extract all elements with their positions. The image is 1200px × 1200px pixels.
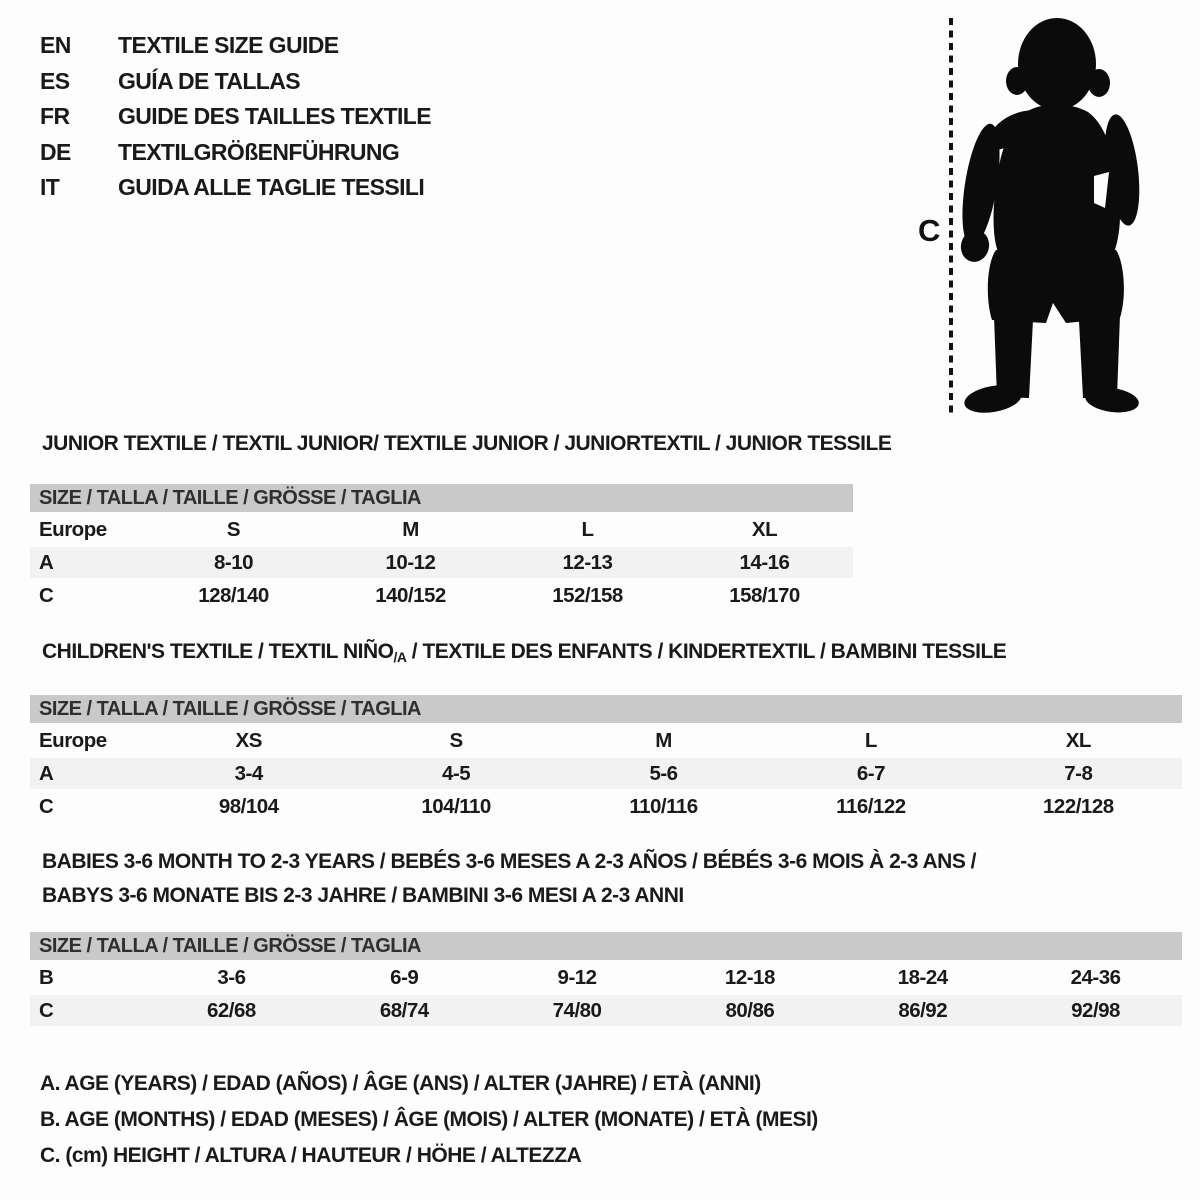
row-label: A — [39, 761, 54, 785]
cell: 86/92 — [898, 998, 948, 1022]
cell: 12-13 — [562, 550, 613, 574]
cell: 12-18 — [724, 965, 775, 989]
measure-label-c: C — [918, 213, 941, 248]
row-label: B — [39, 965, 54, 989]
cell: 7-8 — [1064, 761, 1093, 785]
language-code: IT — [40, 174, 60, 201]
language-code: EN — [40, 32, 71, 59]
language-row — [40, 99, 431, 135]
cell: 80/86 — [725, 998, 775, 1022]
cell: 10-12 — [385, 550, 436, 574]
cell: 128/140 — [198, 583, 269, 607]
title-line: BABYS 3-6 MONATE BIS 2-3 JAHRE / BAMBINI 3-6 MESI A 2-3 ANNI — [42, 884, 684, 907]
cell: 140/152 — [375, 583, 446, 607]
babies-textile-section — [30, 845, 1182, 1026]
table-row — [30, 995, 1182, 1026]
cell: 62/68 — [207, 998, 256, 1022]
table-row — [30, 758, 1182, 789]
cell: M — [655, 728, 672, 752]
cell: 92/98 — [1071, 998, 1120, 1022]
legend-line-a: A. AGE (YEARS) / EDAD (AÑOS) / ÂGE (ANS) / ALTER (JAHRE) / ETÀ (ANNI) — [40, 1072, 761, 1095]
cell: 4-5 — [442, 761, 471, 785]
cell: M — [402, 517, 419, 541]
children-textile-section — [30, 640, 1182, 822]
language-row — [40, 64, 431, 100]
cell: 74/80 — [552, 998, 602, 1022]
cell: S — [226, 517, 241, 541]
language-title: GUIDE DES TAILLES TEXTILE — [118, 103, 431, 130]
table-row — [30, 725, 1182, 756]
cell: 3-6 — [217, 965, 246, 989]
row-label: C — [39, 794, 54, 818]
toddler-silhouette-icon — [890, 0, 1160, 430]
cell: 98/104 — [218, 794, 279, 818]
table-row — [30, 791, 1182, 822]
cell: 8-10 — [213, 550, 254, 574]
cell: 158/170 — [729, 583, 800, 607]
language-title: TEXTILGRÖßENFÜHRUNG — [118, 138, 400, 165]
table-row — [30, 962, 1182, 993]
language-row — [40, 135, 431, 171]
language-title: GUÍA DE TALLAS — [118, 67, 300, 94]
toddler-silhouette — [955, 18, 1144, 417]
language-title: TEXTILE SIZE GUIDE — [118, 32, 339, 59]
cell: 18-24 — [897, 965, 948, 989]
row-label: Europe — [39, 517, 107, 541]
measure-legend — [40, 1066, 818, 1174]
cell: 152/158 — [552, 583, 623, 607]
cell: 104/110 — [421, 794, 491, 818]
junior-section-title: JUNIOR TEXTILE / TEXTIL JUNIOR/ TEXTILE JUNIOR / JUNIORTEXTIL / JUNIOR TESSILE — [42, 432, 892, 455]
cell: 24-36 — [1070, 965, 1121, 989]
legend-line-c: C. (cm) HEIGHT / ALTURA / HAUTEUR / HÖHE / ALTEZZA — [40, 1144, 582, 1167]
title-part: CHILDREN'S TEXTILE / TEXTIL NIÑO — [42, 640, 394, 663]
cell: 68/74 — [379, 998, 429, 1022]
cell: 122/128 — [1043, 794, 1114, 818]
row-label: C — [39, 583, 54, 607]
table-row — [30, 580, 853, 611]
children-size-header: SIZE / TALLA / TAILLE / GRÖSSE / TAGLIA — [30, 695, 1182, 723]
children-section-title — [42, 640, 1182, 669]
cell: L — [864, 728, 877, 752]
cell: XL — [1065, 728, 1091, 752]
cell: 5-6 — [649, 761, 678, 785]
row-label: Europe — [39, 728, 107, 752]
language-title: GUIDA ALLE TAGLIE TESSILI — [118, 174, 425, 201]
language-title-list — [40, 28, 431, 206]
height-measure-figure — [890, 0, 1160, 430]
language-row — [40, 28, 431, 64]
table-row — [30, 514, 853, 545]
title-line: BABIES 3-6 MONTH TO 2-3 YEARS / BEBÉS 3-6 MESES A 2-3 AÑOS / BÉBÉS 3-6 MOIS À 2-3 ANS / — [42, 850, 977, 873]
table-row — [30, 547, 853, 578]
language-code: FR — [40, 103, 70, 130]
legend-line-b: B. AGE (MONTHS) / EDAD (MESES) / ÂGE (MOIS) / ALTER (MONATE) / ETÀ (MESI) — [40, 1108, 818, 1131]
cell: XL — [751, 517, 778, 541]
babies-size-header: SIZE / TALLA / TAILLE / GRÖSSE / TAGLIA — [30, 932, 1182, 960]
cell: S — [449, 728, 463, 752]
row-label: C — [39, 998, 54, 1022]
cell: 14-16 — [739, 550, 790, 574]
cell: 110/116 — [629, 794, 698, 818]
cell: 116/122 — [836, 794, 906, 818]
cell: 9-12 — [557, 965, 597, 989]
language-code: DE — [40, 138, 71, 165]
cell: XS — [235, 728, 262, 752]
junior-textile-section — [30, 432, 892, 611]
babies-section-title — [42, 845, 1182, 913]
cell: 3-4 — [234, 761, 263, 785]
cell: 6-7 — [856, 761, 885, 785]
title-part: / TEXTILE DES ENFANTS / KINDERTEXTIL / BAMBINI TESSILE — [406, 640, 1007, 663]
row-label: A — [39, 550, 54, 574]
cell: L — [581, 517, 594, 541]
language-code: ES — [40, 67, 70, 94]
cell: 6-9 — [390, 965, 419, 989]
language-row — [40, 170, 431, 206]
junior-size-header: SIZE / TALLA / TAILLE / GRÖSSE / TAGLIA — [30, 484, 853, 512]
title-sub: /A — [393, 649, 407, 665]
